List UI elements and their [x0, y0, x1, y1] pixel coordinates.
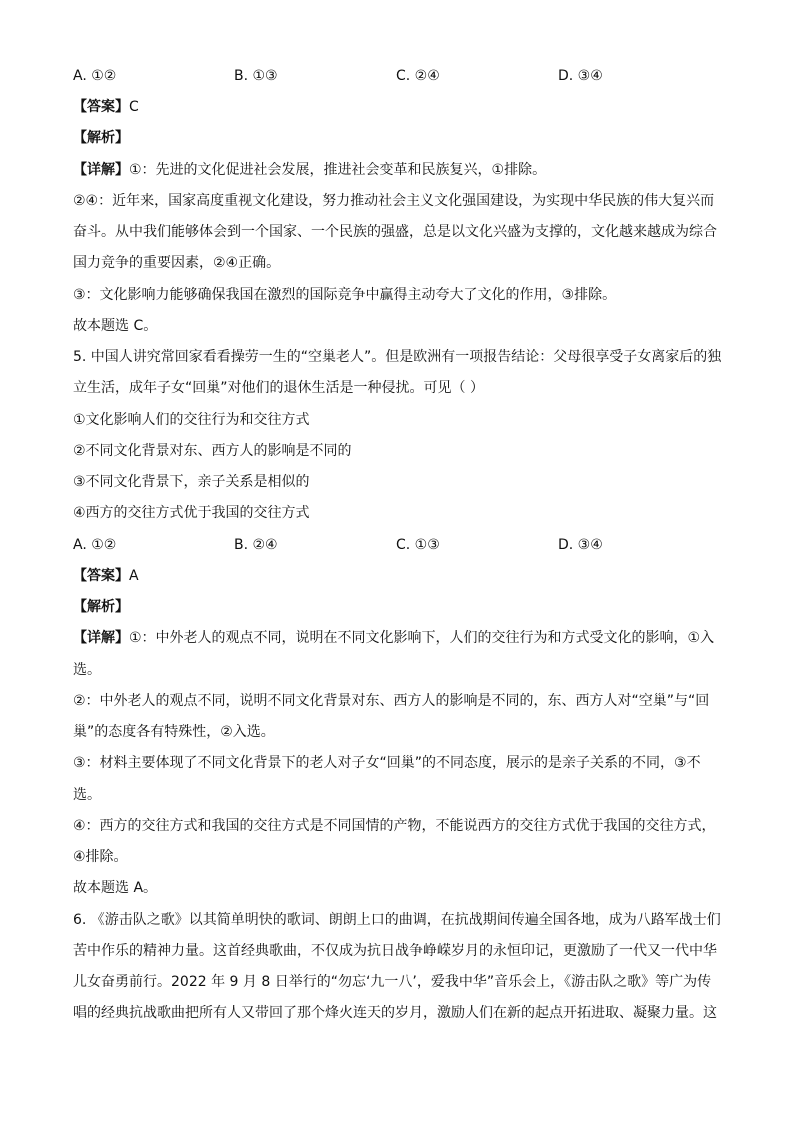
q4-detail-line-3: 奋斗。从中我们能够体会到一个国家、一个民族的强盛，总是以文化兴盛为支撑的，文化越来越成为综合: [73, 224, 717, 240]
q6-stem-line-1: 6. 《游击队之歌》以其简单明快的歌词、朗朗上口的曲调，在抗战期间传遍全国各地，成为八路军战士们: [73, 912, 721, 928]
q4-option-d: D. ③④: [558, 68, 603, 84]
q5-detail-line-3: ②：中外老人的观点不同，说明不同文化背景对东、西方人的影响是不同的，东、西方人对“空巢”与“回: [73, 693, 710, 709]
q4-detail-line-1: [73, 160, 733, 180]
q5-stem-line-1: 5. 中国人讲究常回家看看操劳一生的“空巢老人”。但是欧洲有一项报告结论：父母很享受子女离家后的独: [73, 349, 722, 365]
q4-detail-line-5: ③：文化影响力能够确保我国在激烈的国际竞争中赢得主动夸大了文化的作用，③排除。: [73, 287, 617, 303]
q5-answer: A: [129, 568, 139, 584]
q4-option-a: A. ①②: [73, 68, 117, 84]
q4-option-c: C. ②④: [396, 68, 440, 84]
q6-stem-line-2: 苦中作乐的精神力量。这首经典歌曲，不仅成为抗日战争峥嵘岁月的永恒印记，更激励了一代又一代中华: [73, 943, 717, 959]
q5-stem-line-2: 立生活，成年子女“回巢”对他们的退休生活是一种侵扰。可见（ ）: [73, 380, 484, 396]
q5-detail-line-5: ③：材料主要体现了不同文化背景下的老人对子女“回巢”的不同态度，展示的是亲子关系的不同，③不: [73, 755, 701, 771]
q5-conclusion: 故本题选 A。: [73, 880, 158, 896]
q4-answer-tag: 【答案】: [73, 99, 129, 115]
q5-detail-line-2: 选。: [73, 662, 101, 678]
q4-answer-line: [73, 97, 733, 117]
q5-detail-line-6: 选。: [73, 787, 101, 803]
q5-answer-line: [73, 566, 733, 586]
q5-option-a: A. ①②: [73, 537, 117, 553]
q5-option-c: C. ①③: [396, 537, 440, 553]
q5-options: [73, 535, 733, 555]
q4-detail-tag: 【详解】: [73, 162, 129, 178]
q5-item-3: ③不同文化背景下，亲子关系是相似的: [73, 474, 310, 490]
q5-detail-line-7: ④：西方的交往方式和我国的交往方式是不同国情的产物，不能说西方的交往方式优于我国的交往方式，: [73, 818, 716, 834]
q4-option-b: B. ①③: [234, 68, 278, 84]
q5-option-b: B. ②④: [234, 537, 278, 553]
q5-detail-line-1: [73, 628, 733, 648]
q6-stem-line-3: 儿女奋勇前行。2022 年 9 月 8 日举行的“勿忘‘九一八’，爱我中华”音乐会上，《游击队之歌》等广为传: [73, 974, 712, 990]
q4-conclusion: 故本题选 C。: [73, 318, 158, 334]
q4-detail-line-4: 国力竞争的重要因素，②④正确。: [73, 255, 281, 271]
q4-options: [73, 66, 733, 86]
q5-detail-text-1: ①：中外老人的观点不同，说明在不同文化影响下，人们的交往行为和方式受文化的影响，①入: [129, 630, 715, 646]
q5-option-d: D. ③④: [558, 537, 603, 553]
q5-detail-line-8: ④排除。: [73, 849, 128, 865]
q5-analysis-tag: 【解析】: [73, 599, 129, 615]
q4-detail-line-2: ②④：近年来，国家高度重视文化建设，努力推动社会主义文化强国建设，为实现中华民族的伟大复兴而: [73, 193, 715, 209]
q4-answer: C: [129, 99, 139, 115]
q5-answer-tag: 【答案】: [73, 568, 129, 584]
q5-item-1: ①文化影响人们的交往行为和交往方式: [73, 412, 310, 428]
q6-stem-line-4: 唱的经典抗战歌曲把所有人又带回了那个烽火连天的岁月，激励人们在新的起点开拓进取、凝聚力量。这: [73, 1005, 717, 1021]
q4-analysis-tag: 【解析】: [73, 130, 129, 146]
q5-item-4: ④西方的交往方式优于我国的交往方式: [73, 505, 310, 521]
q4-detail-text-1: ①：先进的文化促进社会发展，推进社会变革和民族复兴，①排除。: [129, 162, 547, 178]
q5-item-2: ②不同文化背景对东、西方人的影响是不同的: [73, 443, 352, 459]
q5-detail-tag: 【详解】: [73, 630, 129, 646]
q5-detail-line-4: 巢”的态度各有特殊性，②入选。: [73, 724, 275, 740]
